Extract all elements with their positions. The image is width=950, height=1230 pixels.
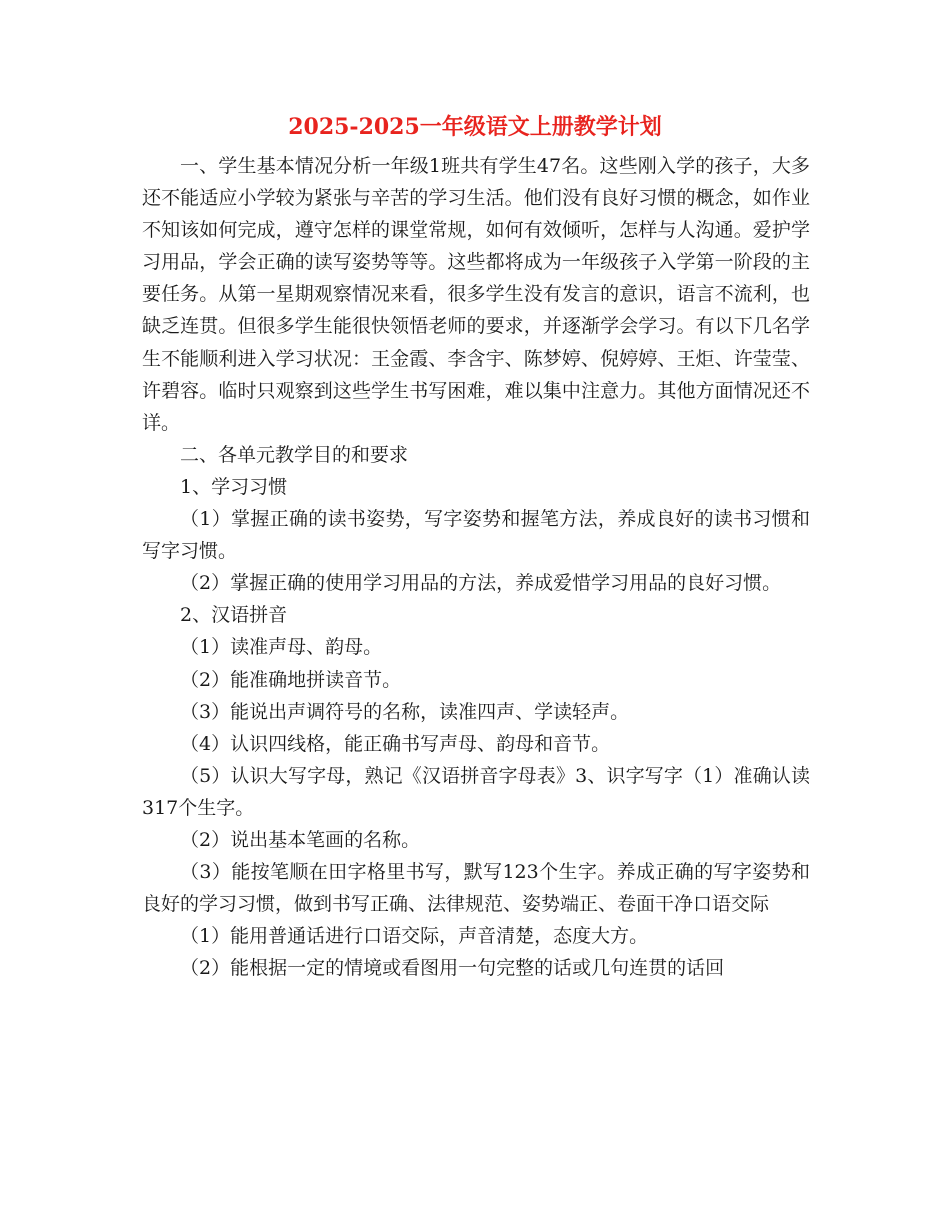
- paragraph-study-habits-heading: 1、学习习惯: [180, 475, 288, 498]
- paragraph-unit-goals-heading: 二、各单元教学目的和要求: [180, 443, 409, 466]
- paragraph-pinyin-3: （3）能说出声调符号的名称，读准四声、学读轻声。: [180, 700, 630, 723]
- paragraph-pinyin-5: （5）认识大写字母，熟记《汉语拼音字母表》3、识字写字（1）准确认读317个生字。: [142, 764, 810, 819]
- paragraph-oral-1: （1）能用普通话进行口语交际，声音清楚，态度大方。: [180, 925, 649, 948]
- paragraph-writing-3: （3）能按笔顺在田字格里书写，默写123个生字。养成正确的写字姿势和良好的学习习惯，做到书写正确、法律规范、姿势端正、卷面干净口语交际: [142, 861, 810, 916]
- paragraph-oral-2: （2）能根据一定的情境或看图用一句完整的话或几句连贯的话回: [180, 957, 725, 980]
- paragraph-habit-2: （2）掌握正确的使用学习用品的方法，养成爱惜学习用品的良好习惯。: [180, 572, 782, 595]
- paragraph-pinyin-2: （2）能准确地拼读音节。: [180, 668, 402, 691]
- paragraph-pinyin-1: （1）读准声母、韵母。: [180, 636, 383, 659]
- paragraph-pinyin-4: （4）认识四线格，能正确书写声母、韵母和音节。: [180, 732, 611, 755]
- paragraph-student-analysis: 一、学生基本情况分析一年级1班共有学生47名。这些刚入学的孩子，大多还不能适应小学较为紧张与辛苦的学习生活。他们没有良好习惯的概念，如作业不知该如何完成，遵守怎样的课堂常规，如何有效倾听，怎样与人沟通。爱护学习用品，学会正确的读写姿势等等。这些都将成为一年级孩子入学第一阶段的主要任务。从第一星期观察情况来看，很多学生没有发言的意识，语言不流利，也缺乏连贯。但很多学生能很快领悟老师的要求，并逐渐学会学习。有以下几名学生不能顺利进入学习状况：王金霞、李含宇、陈梦婷、倪婷婷、王炬、许莹莹、许碧容。临时只观察到这些学生书写困难，难以集中注意力。其他方面情况还不详。: [142, 155, 810, 434]
- paragraph-pinyin-heading: 2、汉语拼音: [180, 604, 288, 627]
- document-title: 2025-2025一年级语文上册教学计划: [288, 114, 662, 140]
- document-body: [142, 150, 810, 984]
- paragraph-writing-2: （2）说出基本笔画的名称。: [180, 828, 421, 851]
- paragraph-habit-1: （1）掌握正确的读书姿势，写字姿势和握笔方法，养成良好的读书习惯和写字习惯。: [142, 508, 810, 563]
